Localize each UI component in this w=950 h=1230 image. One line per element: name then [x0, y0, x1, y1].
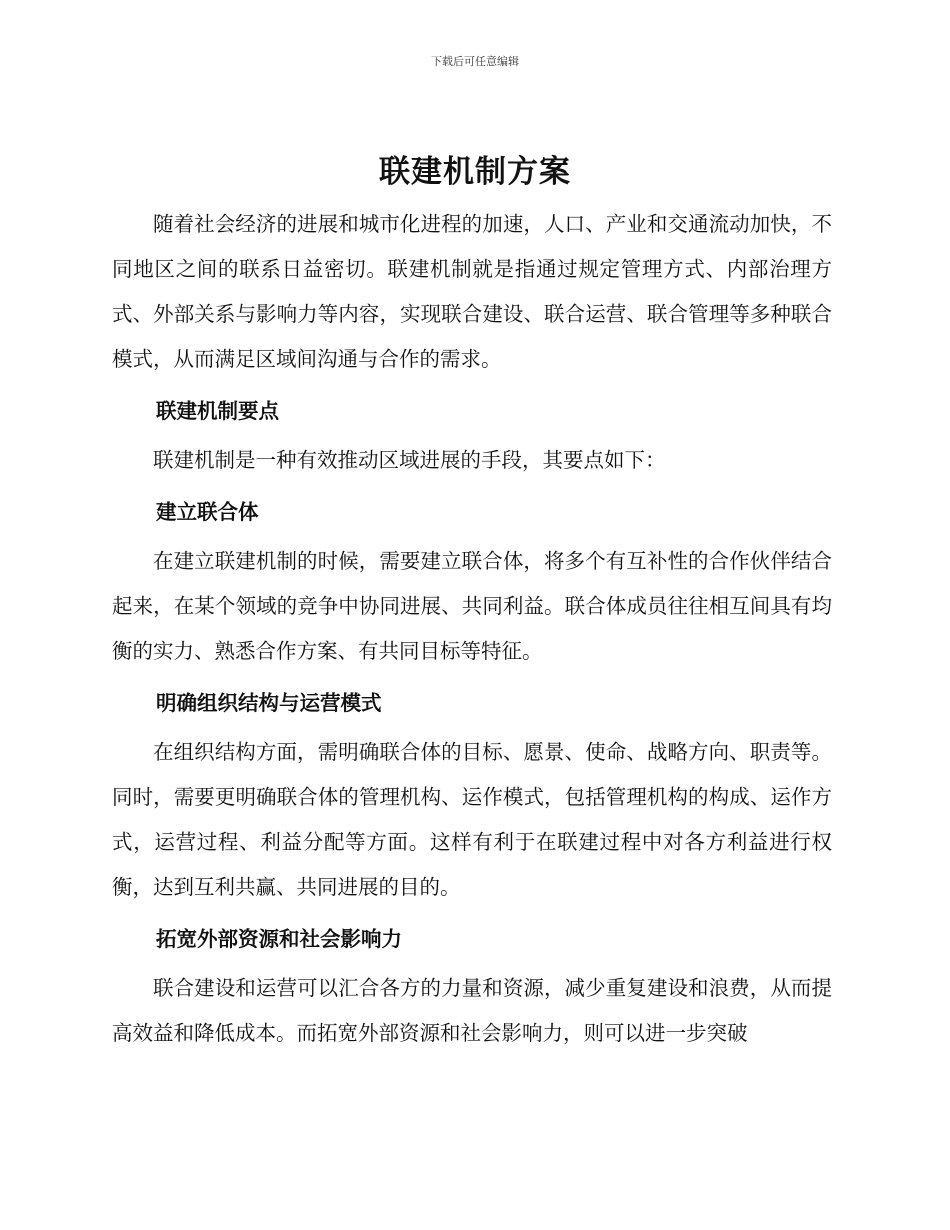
consortium-paragraph: 在建立联建机制的时候，需要建立联合体，将多个有互补性的合作伙伴结合起来，在某个领域的竞争中协同进展、共同利益。联合体成员往往相互间具有均衡的实力、熟悉合作方案、有共同目标等特征。	[112, 549, 832, 663]
section-heading-external-resources: 拓宽外部资源和社会影响力	[156, 927, 402, 951]
intro-paragraph: 随着社会经济的进展和城市化进程的加速，人口、产业和交通流动加快，不同地区之间的联系日益密切。联建机制就是指通过规定管理方式、内部治理方式、外部关系与影响力等内容，实现联合建设、联合运营、联合管理等多种联合模式，从而满足区域间沟通与合作的需求。	[112, 212, 832, 371]
header-note: 下载后可任意编辑	[431, 55, 519, 68]
document-title: 联建机制方案	[379, 154, 571, 190]
external-resources-paragraph: 联合建设和运营可以汇合各方的力量和资源，减少重复建设和浪费，从而提高效益和降低成本。而拓宽外部资源和社会影响力，则可以进一步突破	[112, 976, 832, 1045]
section-heading-organization: 明确组织结构与运营模式	[156, 691, 382, 715]
section-heading-consortium: 建立联合体	[156, 500, 259, 524]
document-body	[112, 202, 832, 1056]
organization-paragraph: 在组织结构方面，需明确联合体的目标、愿景、使命、战略方向、职责等。同时，需要更明确联合体的管理机构、运作模式，包括管理机构的构成、运作方式，运营过程、利益分配等方面。这样有利于在联建过程中对各方利益进行权衡，达到互利共赢、共同进展的目的。	[112, 740, 832, 899]
section-heading-key-points: 联建机制要点	[156, 399, 279, 423]
key-points-paragraph: 联建机制是一种有效推动区域进展的手段，其要点如下：	[153, 448, 666, 472]
